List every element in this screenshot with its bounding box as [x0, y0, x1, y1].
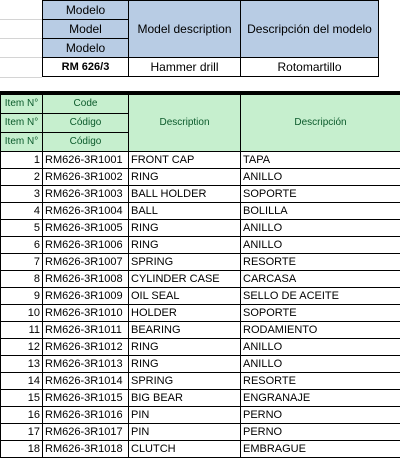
table-row [1, 424, 400, 441]
table-row [1, 271, 400, 288]
item-number-cell[interactable]: 13 [1, 356, 43, 373]
item-number-cell[interactable]: 9 [1, 288, 43, 305]
code-cell[interactable]: RM626-3R1009 [43, 288, 129, 305]
description-cell[interactable]: BALL [129, 203, 241, 220]
description-cell[interactable]: RING [129, 169, 241, 186]
item-number-cell[interactable]: 1 [1, 152, 43, 169]
header-description[interactable]: Description [129, 95, 241, 152]
descripcion-cell[interactable]: PERNO [241, 424, 400, 441]
model-header-modelo[interactable]: Modelo [43, 1, 129, 20]
table-row [1, 407, 400, 424]
table-row [1, 305, 400, 322]
item-number-cell[interactable]: 18 [1, 441, 43, 458]
code-cell[interactable]: RM626-3R1006 [43, 237, 129, 254]
description-cell[interactable]: CYLINDER CASE [129, 271, 241, 288]
item-number-cell[interactable]: 10 [1, 305, 43, 322]
description-cell[interactable]: SPRING [129, 254, 241, 271]
code-cell[interactable]: RM626-3R1005 [43, 220, 129, 237]
code-cell[interactable]: RM626-3R1016 [43, 407, 129, 424]
item-number-cell[interactable]: 8 [1, 271, 43, 288]
description-cell[interactable]: BALL HOLDER [129, 186, 241, 203]
table-row [1, 390, 400, 407]
descripcion-cell[interactable]: RODAMIENTO [241, 322, 400, 339]
description-cell[interactable]: SPRING [129, 373, 241, 390]
table-row [1, 152, 400, 169]
code-cell[interactable]: RM626-3R1001 [43, 152, 129, 169]
header-code[interactable]: Code [43, 95, 129, 114]
description-cell[interactable]: RING [129, 356, 241, 373]
item-number-cell[interactable]: 4 [1, 203, 43, 220]
code-cell[interactable]: RM626-3R1002 [43, 169, 129, 186]
code-cell[interactable]: RM626-3R1017 [43, 424, 129, 441]
model-header-model[interactable]: Model [43, 20, 129, 39]
header-descripcion[interactable]: Descripción [241, 95, 400, 152]
item-number-cell[interactable]: 3 [1, 186, 43, 203]
descripcion-cell[interactable]: RESORTE [241, 254, 400, 271]
table-row [1, 322, 400, 339]
description-cell[interactable]: PIN [129, 407, 241, 424]
descripcion-cell[interactable]: ANILLO [241, 339, 400, 356]
table-row [1, 288, 400, 305]
parts-rows [1, 152, 400, 458]
table-row [1, 356, 400, 373]
code-cell[interactable]: RM626-3R1011 [43, 322, 129, 339]
item-number-cell[interactable]: 5 [1, 220, 43, 237]
description-cell[interactable]: OIL SEAL [129, 288, 241, 305]
descripcion-cell[interactable]: ENGRANAJE [241, 390, 400, 407]
table-row [1, 373, 400, 390]
descripcion-cell[interactable]: ANILLO [241, 220, 400, 237]
code-cell[interactable]: RM626-3R1013 [43, 356, 129, 373]
header-item-no[interactable]: Item N° [1, 133, 43, 152]
item-number-cell[interactable]: 2 [1, 169, 43, 186]
gridline [0, 19, 42, 20]
description-cell[interactable]: RING [129, 237, 241, 254]
header-codigo[interactable]: Código [43, 133, 129, 152]
descripcion-modelo-header[interactable]: Descripción del modelo [241, 1, 379, 58]
description-cell[interactable]: BEARING [129, 322, 241, 339]
descripcion-modelo-value[interactable]: Rotomartillo [241, 58, 379, 77]
descripcion-cell[interactable]: EMBRAGUE [241, 441, 400, 458]
header-item-no[interactable]: Item N° [1, 95, 43, 114]
descripcion-cell[interactable]: ANILLO [241, 169, 400, 186]
item-number-cell[interactable]: 14 [1, 373, 43, 390]
descripcion-cell[interactable]: SOPORTE [241, 186, 400, 203]
item-number-cell[interactable]: 12 [1, 339, 43, 356]
descripcion-cell[interactable]: BOLILLA [241, 203, 400, 220]
item-number-cell[interactable]: 17 [1, 424, 43, 441]
model-description-header[interactable]: Model description [129, 1, 241, 58]
description-cell[interactable]: CLUTCH [129, 441, 241, 458]
description-cell[interactable]: PIN [129, 424, 241, 441]
table-row [1, 441, 400, 458]
table-row [1, 186, 400, 203]
description-cell[interactable]: RING [129, 220, 241, 237]
item-number-cell[interactable]: 11 [1, 322, 43, 339]
descripcion-cell[interactable]: TAPA [241, 152, 400, 169]
code-cell[interactable]: RM626-3R1018 [43, 441, 129, 458]
code-cell[interactable]: RM626-3R1008 [43, 271, 129, 288]
code-cell[interactable]: RM626-3R1012 [43, 339, 129, 356]
description-cell[interactable]: HOLDER [129, 305, 241, 322]
descripcion-cell[interactable]: ANILLO [241, 237, 400, 254]
model-description-value[interactable]: Hammer drill [129, 58, 241, 77]
descripcion-cell[interactable]: PERNO [241, 407, 400, 424]
model-header-modelo-2[interactable]: Modelo [43, 39, 129, 58]
header-item-no[interactable]: Item N° [1, 114, 43, 133]
descripcion-cell[interactable]: RESORTE [241, 373, 400, 390]
table-row [1, 339, 400, 356]
code-cell[interactable]: RM626-3R1015 [43, 390, 129, 407]
model-value[interactable]: RM 626/3 [43, 58, 129, 77]
code-cell[interactable]: RM626-3R1014 [43, 373, 129, 390]
table-row [1, 254, 400, 271]
item-number-cell[interactable]: 16 [1, 407, 43, 424]
description-cell[interactable]: BIG BEAR [129, 390, 241, 407]
code-cell[interactable]: RM626-3R1003 [43, 186, 129, 203]
item-number-cell[interactable]: 6 [1, 237, 43, 254]
code-cell[interactable]: RM626-3R1004 [43, 203, 129, 220]
description-cell[interactable]: RING [129, 339, 241, 356]
gridline [0, 57, 42, 58]
table-row [1, 220, 400, 237]
model-table [42, 0, 379, 77]
gridline [0, 77, 42, 78]
descripcion-cell[interactable]: SELLO DE ACEITE [241, 288, 400, 305]
descripcion-cell[interactable]: ANILLO [241, 356, 400, 373]
table-row [1, 203, 400, 220]
code-cell[interactable]: RM626-3R1010 [43, 305, 129, 322]
descripcion-cell[interactable]: SOPORTE [241, 305, 400, 322]
parts-table [0, 94, 400, 458]
item-number-cell[interactable]: 15 [1, 390, 43, 407]
header-codigo[interactable]: Código [43, 114, 129, 133]
item-number-cell[interactable]: 7 [1, 254, 43, 271]
table-row [1, 169, 400, 186]
gridline [0, 38, 42, 39]
code-cell[interactable]: RM626-3R1007 [43, 254, 129, 271]
description-cell[interactable]: FRONT CAP [129, 152, 241, 169]
table-row [1, 237, 400, 254]
empty-grid-cells [0, 0, 42, 78]
descripcion-cell[interactable]: CARCASA [241, 271, 400, 288]
